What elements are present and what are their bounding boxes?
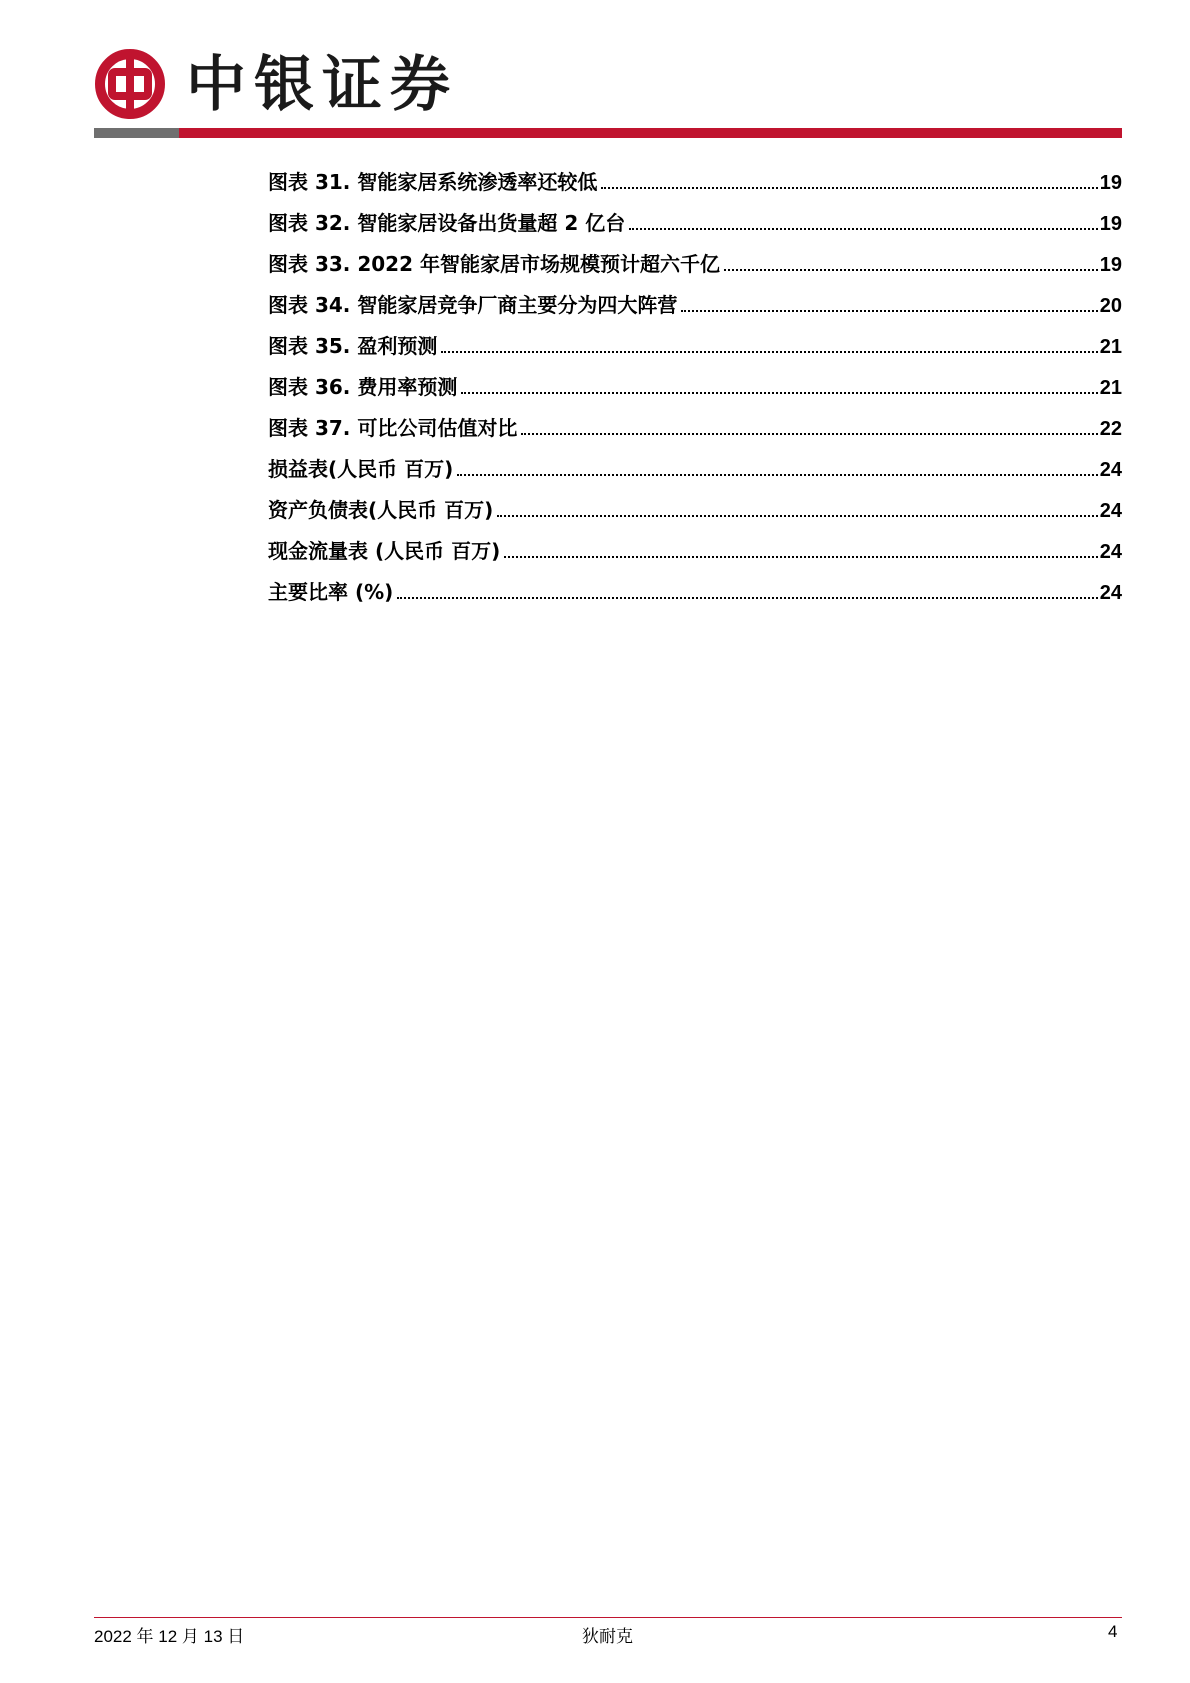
- toc-label: 图表 31. 智能家居系统渗透率还较低: [268, 170, 598, 194]
- toc-leader: [504, 556, 1098, 558]
- footer-page-number: 4: [1108, 1622, 1118, 1641]
- toc-leader: [724, 269, 1098, 271]
- toc-page: 24: [1099, 541, 1122, 563]
- toc-entry[interactable]: [268, 154, 1122, 195]
- toc-page: 24: [1099, 500, 1122, 522]
- toc-leader: [461, 392, 1097, 394]
- toc-leader: [397, 597, 1097, 599]
- toc-page: 24: [1099, 459, 1122, 481]
- toc-label: 资产负债表(人民币 百万): [268, 498, 494, 522]
- footer-date: 2022 年 12 月 13 日: [94, 1627, 245, 1646]
- toc-entry[interactable]: [268, 318, 1122, 359]
- toc-label: 损益表(人民币 百万): [268, 457, 454, 481]
- toc-leader: [441, 351, 1097, 353]
- toc-page: 20: [1099, 295, 1122, 317]
- toc-entry[interactable]: [268, 441, 1122, 482]
- toc-entry[interactable]: [268, 236, 1122, 277]
- toc-leader: [521, 433, 1097, 435]
- toc-page: 24: [1099, 582, 1122, 604]
- toc-leader: [457, 474, 1098, 476]
- toc-page: 19: [1099, 172, 1122, 194]
- toc-label: 现金流量表 (人民币 百万): [268, 539, 501, 563]
- brand-name: 中银证券: [186, 50, 458, 120]
- footer-company: 狄耐克: [582, 1627, 633, 1647]
- toc-page: 22: [1099, 418, 1122, 440]
- toc-leader: [681, 310, 1097, 312]
- toc-entry[interactable]: [268, 195, 1122, 236]
- toc-page: 19: [1099, 213, 1122, 235]
- header-rule-gray: [94, 128, 179, 138]
- toc-entry[interactable]: [268, 359, 1122, 400]
- toc-leader: [601, 187, 1097, 189]
- toc-label: 图表 33. 2022 年智能家居市场规模预计超六千亿: [268, 252, 720, 276]
- toc-label: 图表 35. 盈利预测: [268, 334, 438, 358]
- toc-label: 图表 34. 智能家居竞争厂商主要分为四大阵营: [268, 293, 678, 317]
- toc-entry[interactable]: [268, 564, 1122, 605]
- toc-page: 19: [1099, 254, 1122, 276]
- toc-page: 21: [1099, 377, 1122, 399]
- toc-entry[interactable]: [268, 482, 1122, 523]
- toc-entry[interactable]: [268, 523, 1122, 564]
- toc-label: 图表 32. 智能家居设备出货量超 2 亿台: [268, 211, 626, 235]
- toc-label: 图表 37. 可比公司估值对比: [268, 416, 518, 440]
- toc-label: 图表 36. 费用率预测: [268, 375, 458, 399]
- toc-label: 主要比率 (%): [268, 580, 394, 604]
- toc-entry[interactable]: [268, 400, 1122, 441]
- toc-leader: [629, 228, 1098, 230]
- header-rule-red: [179, 128, 1122, 138]
- toc-page: 21: [1099, 336, 1122, 358]
- bank-of-china-logo-icon: [94, 48, 166, 120]
- toc-entry[interactable]: [268, 277, 1122, 318]
- footer-rule: [94, 1617, 1122, 1618]
- toc-leader: [497, 515, 1098, 517]
- table-of-contents: [268, 154, 1122, 605]
